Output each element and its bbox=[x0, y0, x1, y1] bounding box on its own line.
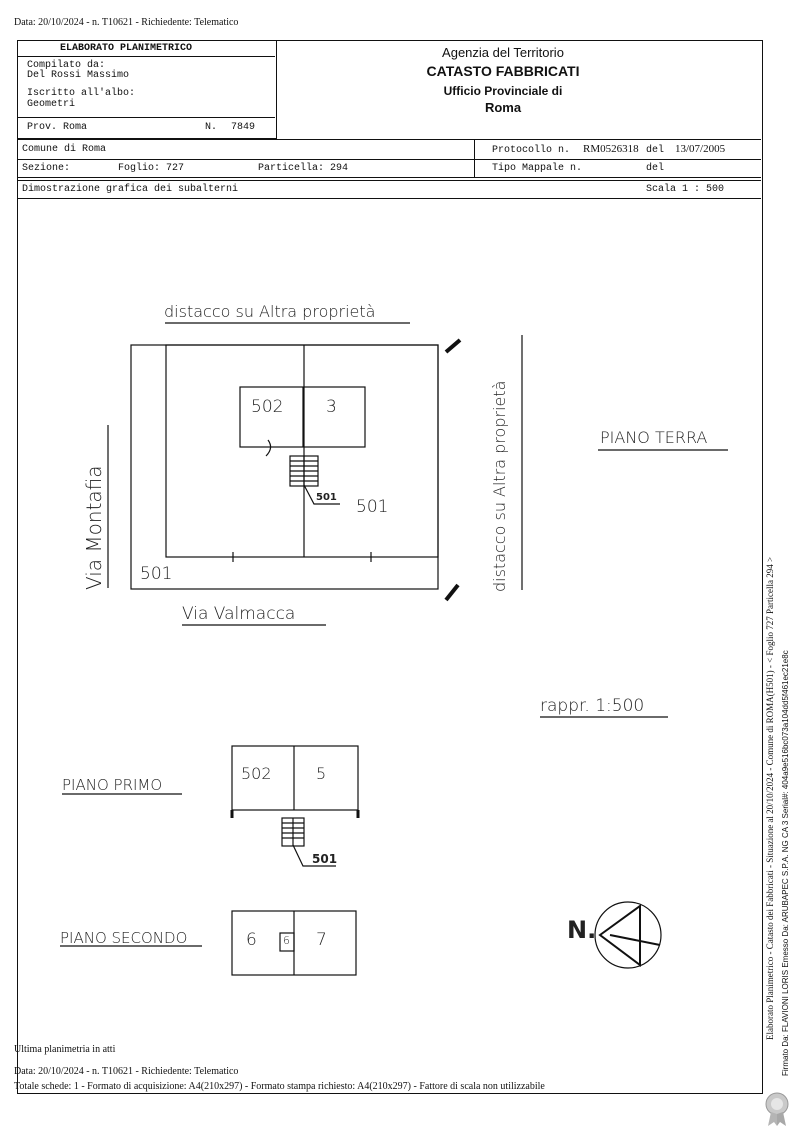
north-label: N. bbox=[567, 916, 597, 944]
compiled-name: Del Rossi Massimo bbox=[27, 70, 130, 81]
left-street-label: Via Montafia bbox=[82, 465, 106, 590]
scala: Scala 1 : 500 bbox=[646, 184, 725, 195]
pt-unit-b: 3 bbox=[326, 397, 337, 417]
number-label: N. bbox=[205, 122, 218, 133]
pt-courtyard-label: 501 bbox=[356, 497, 389, 517]
protocollo-value: RM0526318 bbox=[583, 143, 639, 155]
site-outline bbox=[131, 345, 438, 589]
tipo-del: del bbox=[646, 163, 665, 174]
p1-unit-b: 5 bbox=[316, 764, 327, 783]
particella: Particella: 294 bbox=[258, 163, 349, 174]
protocollo-date: 13/07/2005 bbox=[675, 143, 726, 155]
compiled-label: Compilato da: bbox=[27, 60, 106, 71]
pt-unit-a: 502 bbox=[251, 397, 284, 417]
footer-line2: Totale schede: 1 - Formato di acquisizione: A4(210x297) - Formato stampa richiesto: A4(210x297) - Fattore di scala non utilizzabile bbox=[14, 1081, 545, 1092]
seal-icon bbox=[762, 1090, 792, 1128]
pt-stair-label: 501 bbox=[316, 492, 337, 503]
side-line2: Firmato Da: FLAVIONI LORIS Emesso Da: ARUBAPEC S.P.A. NG CA 3 Serial#: 404a9e516bc073a104dd5f461ec21e8c bbox=[781, 650, 790, 1076]
building-outline bbox=[166, 345, 438, 557]
p2-unit-a: 6 bbox=[246, 930, 257, 950]
number-value: 7849 bbox=[231, 122, 256, 133]
title: ELABORATO PLANIMETRICO bbox=[60, 43, 193, 54]
footer-line1: Data: 20/10/2024 - n. T10621 - Richiedente: Telematico bbox=[14, 1066, 239, 1077]
footer-note: Ultima planimetria in atti bbox=[14, 1044, 116, 1055]
top-boundary-label: distacco su Altra proprietà bbox=[164, 302, 376, 321]
side-line1: Elaborato Planimetrico - Catasto dei Fabbricati - Situazione al 20/10/2024 - Comune di ROMA(H501) - < Foglio 727 Particella 294 > bbox=[765, 556, 775, 1040]
tipo-label: Tipo Mappale n. bbox=[492, 163, 583, 174]
header-line: Data: 20/10/2024 - n. T10621 - Richiedente: Telematico bbox=[14, 17, 239, 28]
dimostrazione: Dimostrazione grafica dei subalterni bbox=[22, 184, 239, 195]
second-floor-label: PIANO SECONDO bbox=[60, 929, 188, 947]
pt-corner-label: 501 bbox=[140, 564, 173, 584]
comune: Comune di Roma bbox=[22, 144, 107, 155]
p1-unit-a: 502 bbox=[241, 764, 272, 783]
bottom-street-label: Via Valmacca bbox=[182, 604, 296, 624]
foglio: Foglio: 727 bbox=[118, 163, 185, 174]
sezione-label: Sezione: bbox=[22, 163, 71, 174]
province: Prov. Roma bbox=[27, 122, 88, 133]
registered-value: Geometri bbox=[27, 99, 76, 110]
first-floor-label: PIANO PRIMO bbox=[62, 776, 163, 794]
agency-office: Ufficio Provinciale di bbox=[443, 84, 563, 98]
right-boundary-label: distacco su Altra proprietà bbox=[490, 380, 509, 592]
agency-name: Agenzia del Territorio bbox=[442, 45, 564, 60]
ground-floor-label: PIANO TERRA bbox=[600, 428, 708, 447]
protocollo-del: del bbox=[646, 145, 665, 156]
protocollo-label: Protocollo n. bbox=[492, 145, 571, 156]
p2-unit-b: 7 bbox=[316, 930, 327, 950]
registered-label: Iscritto all'albo: bbox=[27, 88, 136, 99]
scale-note: rappr. 1:500 bbox=[540, 696, 645, 716]
p1-stair-label: 501 bbox=[312, 852, 338, 866]
p2-unit-small: 6 bbox=[283, 934, 290, 947]
north-arrow bbox=[595, 902, 661, 968]
agency-city: Roma bbox=[484, 100, 522, 115]
agency-section: CATASTO FABBRICATI bbox=[426, 63, 580, 79]
